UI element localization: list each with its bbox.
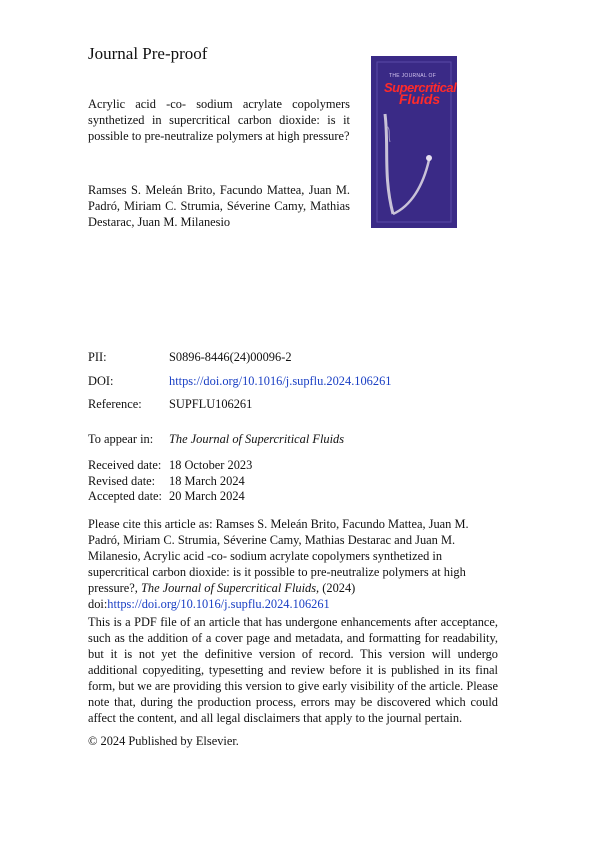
citation-year: (2024) xyxy=(319,581,356,595)
pre-proof-notice: This is a PDF file of an article that has undergone enhancements after acceptance, such as the addition of a cover page and metadata, and formatting for readability, but it is not yet the definitive version of record. This version will undergo additional copyediting, typesetting and review before it is published in its final form, but we are providing this version to give early visibility of the article. Please note that, during the production process, errors may be discovered which could affect the content, and all legal disclaimers that apply to the journal pertain. xyxy=(88,615,498,725)
cover-top-text: THE JOURNAL OF xyxy=(389,73,437,79)
received-value: 18 October 2023 xyxy=(169,458,253,472)
doi-link[interactable]: https://doi.org/10.1016/j.supflu.2024.106261 xyxy=(169,374,392,388)
citation-journal: The Journal of Supercritical Fluids, xyxy=(140,581,320,595)
revised-value: 18 March 2024 xyxy=(169,474,245,488)
revised-label: Revised date: xyxy=(88,474,156,488)
accepted-value: 20 March 2024 xyxy=(169,489,245,503)
received-label: Received date: xyxy=(88,458,162,472)
accepted-label: Accepted date: xyxy=(88,489,162,503)
article-authors: Ramses S. Meleán Brito, Facundo Mattea, Juan M. Padró, Miriam C. Strumia, Séverine Camy, Mathias Destarac, Juan M. Milanesio xyxy=(88,183,350,229)
pii-value: S0896-8446(24)00096-2 xyxy=(169,350,292,364)
reference-value: SUPFLU106261 xyxy=(169,397,253,411)
citation-paragraph xyxy=(88,516,498,612)
journal-cover-image xyxy=(371,56,457,228)
journal-pre-proof-label: Journal Pre-proof xyxy=(88,44,208,63)
citation-prefix: Please cite this article as: Ramses S. Meleán Brito, Facundo Mattea, Juan M. Padró, Miriam C. Strumia, Séverine Camy, Mathias Destarac and Juan M. Milanesio, Acrylic acid -co- sodium acrylate copolymers synthetized in supercritical carbon dioxide: is it possible to pre-neutralize polymers at high pressure?, xyxy=(88,517,469,595)
citation-doi-prefix: doi: xyxy=(88,597,108,611)
cover-title-line2: Fluids xyxy=(399,91,441,107)
to-appear-value: The Journal of Supercritical Fluids xyxy=(169,432,345,446)
article-title: Acrylic acid -co- sodium acrylate copolymers synthetized in supercritical carbon dioxide: is it possible to pre-neutralize polymers at high pressure? xyxy=(88,97,350,143)
to-appear-label: To appear in: xyxy=(88,432,154,446)
copyright-line: © 2024 Published by Elsevier. xyxy=(88,734,239,748)
pii-label: PII: xyxy=(88,350,107,364)
citation-doi-link[interactable]: https://doi.org/10.1016/j.supflu.2024.106261 xyxy=(107,597,330,611)
reference-label: Reference: xyxy=(88,397,142,411)
doi-label: DOI: xyxy=(88,374,114,388)
cover-title-line1: Supercritical xyxy=(384,80,457,95)
